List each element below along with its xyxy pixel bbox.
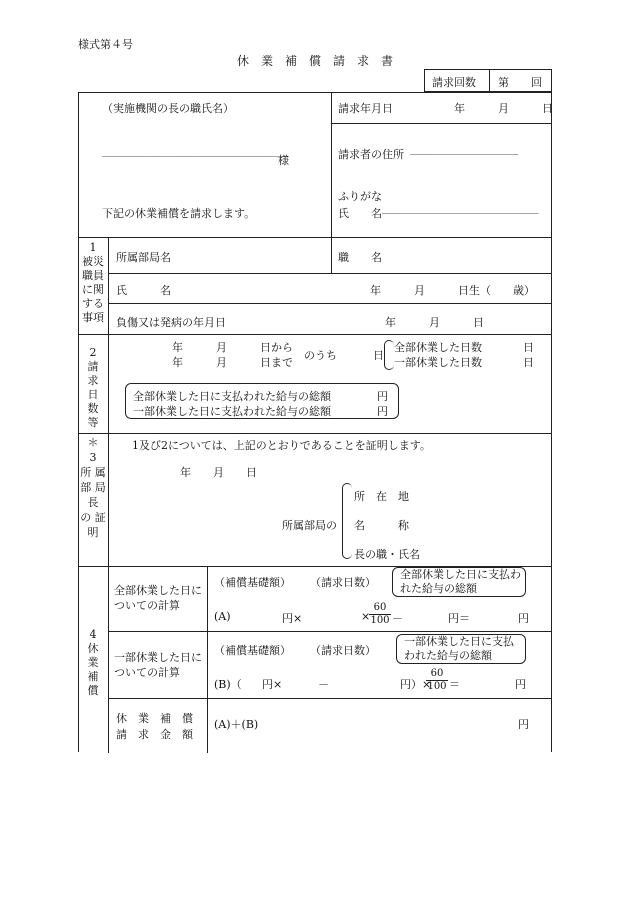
total-label-line2: 請 求 金 額 bbox=[116, 728, 193, 741]
request-text: 下記の休業補償を請求します。 bbox=[102, 207, 256, 220]
partial-days-label: 一部休業した日数 bbox=[394, 356, 482, 369]
formula-b-label: (B)（ bbox=[214, 678, 242, 691]
section1-label: 1 被災 職員 に関 する 事項 bbox=[82, 241, 104, 324]
certification-text: 1及び2については、上記のとおりであることを証明します。 bbox=[132, 439, 431, 452]
agency-head-label: （実施機関の長の職氏名） bbox=[102, 102, 234, 115]
claimant-name-label: 氏 名 bbox=[338, 207, 382, 220]
dept-of-label: 所属部局の bbox=[282, 519, 337, 532]
post-label: 職 名 bbox=[338, 251, 382, 264]
employee-name-label: 氏 名 bbox=[116, 284, 171, 297]
days-brace bbox=[384, 340, 394, 370]
formula-b-yen-paren[interactable]: 円）× bbox=[400, 678, 432, 691]
birth-date[interactable]: 年 月 日生（ 歳） bbox=[370, 284, 535, 297]
full-pay-note: 全部休業した日に支払われた給与の総額 bbox=[400, 568, 521, 595]
full-days-unit: 日 bbox=[523, 341, 534, 354]
among-label: のうち bbox=[304, 349, 337, 362]
address-line[interactable]: __________________ bbox=[410, 144, 519, 155]
address-label: 請求者の住所 bbox=[338, 148, 404, 161]
full-pay-label: 全部休業した日に支払われた給与の総額 bbox=[133, 390, 331, 403]
formula-a-yen-times[interactable]: 円× bbox=[282, 612, 303, 625]
formula-b-yen-times[interactable]: 円× bbox=[262, 678, 283, 691]
formula-a-minus: － bbox=[392, 612, 403, 625]
dept-label: 所属部局名 bbox=[116, 251, 171, 264]
formula-a-equals[interactable]: 円＝ bbox=[448, 612, 470, 625]
formula-a-result[interactable]: 円 bbox=[518, 612, 529, 625]
full-pay-yen: 円 bbox=[377, 390, 388, 403]
head-name-label: 長の職・氏名 bbox=[354, 548, 420, 561]
claim-count-value: 第 回 bbox=[498, 76, 542, 89]
claimant-name-line[interactable]: __________________________ bbox=[382, 203, 539, 214]
furigana-label: ふりがな bbox=[338, 190, 382, 203]
injury-date[interactable]: 年 月 日 bbox=[385, 316, 484, 329]
dept-brace bbox=[342, 483, 352, 559]
base-label-b: （補償基礎額） bbox=[214, 644, 291, 657]
base-label-a: （補償基礎額） bbox=[214, 576, 291, 589]
period-to[interactable]: 年 月 日まで bbox=[172, 356, 293, 369]
full-calc-label: 全部休業した日についての計算 bbox=[114, 584, 202, 612]
section4-label: 4 休 業 補 償 bbox=[87, 628, 99, 697]
dept-name-label: 名 称 bbox=[354, 519, 409, 532]
form-title: 休 業 補 償 請 求 書 bbox=[237, 54, 394, 68]
total-formula: (A)＋(B) bbox=[214, 718, 259, 731]
claim-count-label: 請求回数 bbox=[432, 76, 476, 89]
formula-b-minus: － bbox=[318, 678, 329, 691]
period-from[interactable]: 年 月 日から bbox=[172, 341, 293, 354]
section3-label: ＊ 3 所 属 部 局 長 の 証 明 bbox=[80, 436, 106, 539]
total-yen[interactable]: 円 bbox=[518, 718, 529, 731]
days-label-a: （請求日数） bbox=[310, 576, 376, 589]
form-number: 様式第４号 bbox=[78, 38, 133, 51]
partial-calc-label: 一部休業した日についての計算 bbox=[114, 651, 202, 679]
formula-a-label: (A) bbox=[214, 610, 231, 623]
formula-b-result[interactable]: 円 bbox=[515, 678, 526, 691]
partial-pay-label: 一部休業した日に支払われた給与の総額 bbox=[133, 405, 331, 418]
agency-head-line[interactable]: _______________________________ bbox=[102, 146, 289, 157]
fraction-b: $\frac{60}{100}$ bbox=[427, 668, 447, 692]
formula-b-equals: ＝ bbox=[449, 678, 460, 691]
location-label: 所 在 地 bbox=[354, 490, 409, 503]
formula-a-times: × bbox=[361, 610, 371, 623]
injury-date-label: 負傷又は発病の年月日 bbox=[116, 316, 226, 329]
section2-label: 2 請 求 日 数 等 bbox=[87, 346, 99, 429]
claim-date-label: 請求年月日 bbox=[338, 102, 393, 115]
days-total-unit: 日 bbox=[373, 349, 384, 362]
partial-pay-note: 一部休業した日に支払われた給与の総額 bbox=[404, 635, 514, 662]
certification-date[interactable]: 年 月 日 bbox=[180, 466, 257, 479]
fraction-a: $\frac{60}{100}$ bbox=[370, 602, 390, 626]
claim-date-units[interactable]: 年 月 日 bbox=[454, 102, 553, 115]
total-label-line1: 休 業 補 償 bbox=[116, 712, 193, 725]
full-days-label: 全部休業した日数 bbox=[394, 341, 482, 354]
sama-label: 様 bbox=[278, 154, 289, 167]
partial-pay-yen: 円 bbox=[377, 405, 388, 418]
partial-days-unit: 日 bbox=[523, 356, 534, 369]
days-label-b: （請求日数） bbox=[310, 644, 376, 657]
